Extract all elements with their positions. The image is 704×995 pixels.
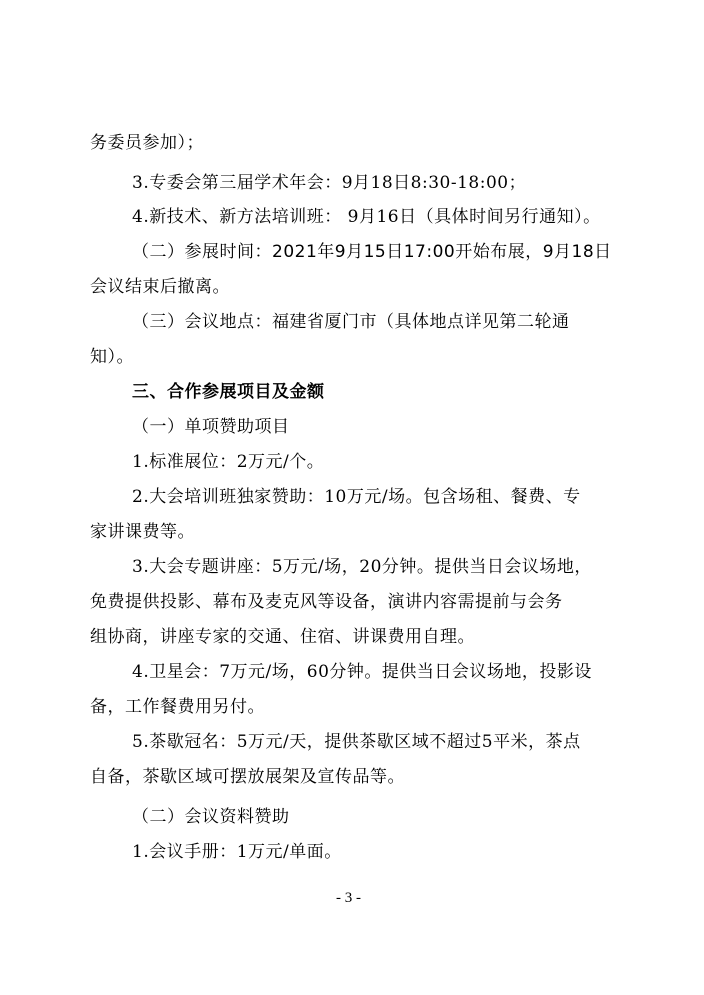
text-line: 家讲课费等。 [90, 522, 195, 542]
text-line: 备，工作餐费用另付。 [90, 697, 265, 717]
text-line: 知）。 [90, 347, 134, 367]
text-line: （二）参展时间：2021年9月15日17:00开始布展，9月18日 [132, 242, 612, 262]
text-line: 2.大会培训班独家赞助：10万元/场。包含场租、餐费、专 [132, 487, 581, 507]
text-line: 1.标准展位：2万元/个。 [132, 452, 325, 472]
text-line: 3.大会专题讲座：5万元/场，20分钟。提供当日会议场地， [132, 557, 592, 577]
text-line: （三）会议地点：福建省厦门市（具体地点详见第二轮通 [132, 312, 570, 332]
text-line: 3.专委会第三届学术年会：9月18日8:30-18:00； [132, 173, 527, 193]
text-line: 会议结束后撤离。 [90, 277, 230, 297]
subsection-heading: （一）单项赞助项目 [132, 417, 290, 437]
text-line: 1.会议手册：1万元/单面。 [132, 842, 342, 862]
text-line: 4.卫星会：7万元/场，60分钟。提供当日会议场地，投影设 [132, 662, 592, 682]
text-line: 务委员参加）； [90, 133, 204, 153]
section-heading: 三、合作参展项目及金额 [132, 382, 325, 402]
text-line: 免费提供投影、幕布及麦克风等设备，演讲内容需提前与会务 [90, 592, 563, 612]
subsection-heading: （二）会议资料赞助 [132, 807, 290, 827]
text-line: 5.茶歇冠名：5万元/天，提供茶歇区域不超过5平米，茶点 [132, 732, 581, 752]
text-line: 自备，茶歇区域可摆放展架及宣传品等。 [90, 767, 405, 787]
text-line: 组协商，讲座专家的交通、住宿、讲课费用自理。 [90, 627, 475, 647]
text-line: 4.新技术、新方法培训班： 9月16日（具体时间另行通知）。 [132, 207, 601, 227]
page-number: - 3 - [336, 890, 361, 906]
